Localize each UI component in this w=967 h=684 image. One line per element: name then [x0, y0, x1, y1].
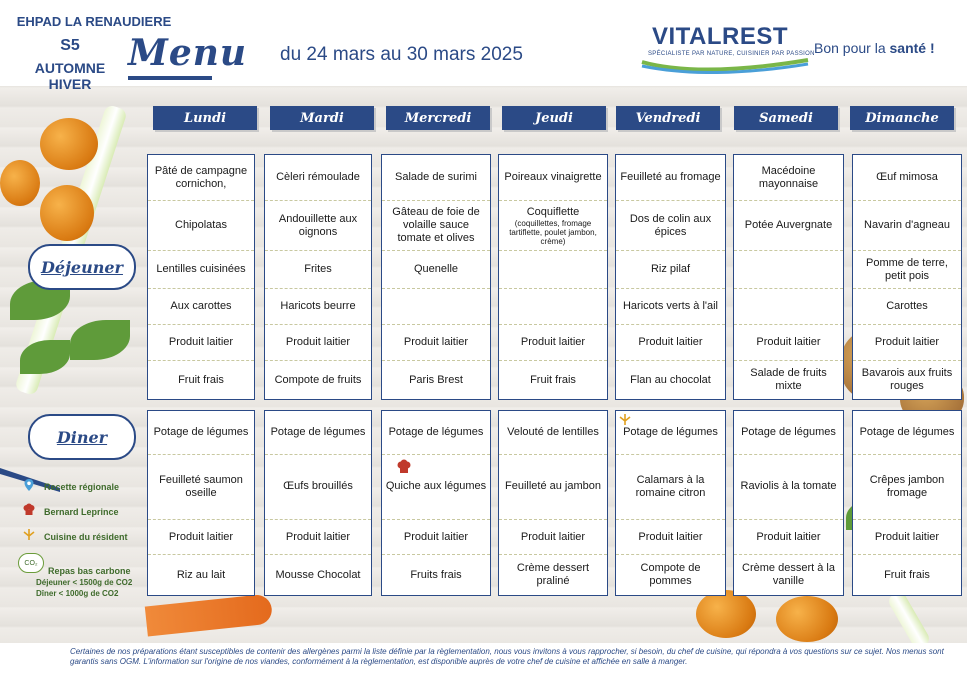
- dinner-column-vendredi: [615, 410, 726, 596]
- menu-item: Dos de colin aux épices: [616, 201, 725, 251]
- menu-item: Fruit frais: [178, 373, 224, 386]
- menu-item: Poireaux vinaigrette: [499, 155, 607, 201]
- dinner-column-lundi: [147, 410, 255, 596]
- menu-item: Mousse Chocolat: [275, 568, 361, 581]
- menu-item: Produit laitier: [616, 520, 725, 556]
- menu-item-name: Coquiflette: [526, 205, 580, 218]
- chef-hat-icon: [22, 503, 36, 517]
- menu-item: Produit laitier: [382, 520, 490, 556]
- day-header-samedi: Samedi: [734, 106, 838, 130]
- menu-item: Velouté de lentilles: [499, 411, 607, 455]
- menu-item: [734, 289, 843, 325]
- menu-item: [382, 455, 490, 520]
- lunch-column-dimanche: [852, 154, 962, 400]
- onion-illustration: [696, 590, 756, 638]
- day-header-mardi: Mardi: [270, 106, 374, 130]
- lunch-column-mardi: [264, 154, 372, 400]
- menu-item: Macédoine mayonnaise: [734, 155, 843, 201]
- menu-item: Pâté de campagne cornichon,: [148, 155, 254, 201]
- menu-item: Lentilles cuisinées: [148, 251, 254, 289]
- resident-cuisine-icon: [22, 528, 36, 542]
- establishment-name: EHPAD LA RENAUDIERE: [16, 14, 172, 29]
- brand-logo: VITALREST: [652, 23, 789, 50]
- dinner-column-mercredi: [381, 410, 491, 596]
- co2-cloud-icon: [18, 553, 44, 573]
- menu-item: Œuf mimosa: [853, 155, 961, 201]
- date-range: du 24 mars au 30 mars 2025: [280, 44, 523, 65]
- day-header-vendredi: Vendredi: [616, 106, 720, 130]
- menu-item-name: Potage de légumes: [623, 425, 718, 438]
- menu-item: Crêpes jambon fromage: [853, 455, 961, 520]
- menu-item-coquiflette: [499, 201, 607, 251]
- menu-item: Potage de légumes: [734, 411, 843, 455]
- lunch-label: Déjeuner: [28, 244, 136, 290]
- day-header-dimanche: Dimanche: [850, 106, 954, 130]
- menu-item: Cèleri rémoulade: [265, 155, 371, 201]
- menu-item: Œufs brouillés: [265, 455, 371, 520]
- menu-item: Produit laitier: [616, 325, 725, 361]
- season-label: AUTOMNE HIVER: [34, 60, 106, 92]
- lunch-column-vendredi: [615, 154, 726, 400]
- title-underline: [128, 76, 212, 80]
- menu-item: Produit laitier: [265, 325, 371, 361]
- menu-item: Haricots verts à l'ail: [616, 289, 725, 325]
- onion-illustration: [0, 160, 40, 206]
- chef-hat-icon: [396, 459, 412, 475]
- menu-item: [616, 411, 725, 455]
- slogan-bold: santé !: [889, 40, 935, 56]
- menu-item: Carottes: [853, 289, 961, 325]
- menu-item: Fruits frais: [410, 568, 462, 581]
- dinner-label: Diner: [28, 414, 136, 460]
- dinner-column-mardi: [264, 410, 372, 596]
- menu-item: Pomme de terre, petit pois: [853, 251, 961, 289]
- menu-item: Produit laitier: [499, 520, 607, 556]
- menu-item: Aux carottes: [148, 289, 254, 325]
- menu-item: Salade de fruits mixte: [750, 367, 827, 392]
- menu-item: Feuilleté au jambon: [499, 455, 607, 520]
- brand-tagline: SPÉCIALISTE PAR NATURE, CUISINIER PAR PASSION: [648, 51, 815, 57]
- legend-carbon-dinner: Dîner < 1000g de CO2: [36, 589, 119, 598]
- menu-item: Potage de légumes: [382, 411, 490, 455]
- menu-item: Andouillette aux oignons: [265, 201, 371, 251]
- menu-item: [499, 289, 607, 325]
- menu-item: Fruit frais: [530, 373, 576, 386]
- menu-item: Chipolatas: [148, 201, 254, 251]
- lunch-column-lundi: [147, 154, 255, 400]
- resident-cuisine-icon: [618, 413, 632, 427]
- menu-item: Calamars à la romaine citron: [616, 455, 725, 520]
- menu-item: Riz au lait: [176, 568, 226, 581]
- menu-item-name: Quiche aux légumes: [385, 480, 487, 493]
- day-header-jeudi: Jeudi: [502, 106, 606, 130]
- allergen-disclaimer: Certaines de nos préparations étant susceptibles de contenir des allergènes parmi la liste définie par la règlementation, nous vous invitons à vous rapprocher, si besoin, du chef de cuisine, qui répondra à vos questions sur ce sujet. Nos menus sont garantis sans OGM. L'information sur l'origine de nos viandes, conformément à la règlementation, est disponible auprès de votre chef de cuisine et affichée en salle à manger.: [70, 647, 944, 666]
- lunch-column-jeudi: [498, 154, 608, 400]
- menu-item: Produit laitier: [853, 325, 961, 361]
- menu-item: Produit laitier: [265, 520, 371, 556]
- slogan-text: Bon pour la: [814, 40, 890, 56]
- onion-illustration: [776, 596, 838, 642]
- location-pin-icon: [22, 478, 36, 492]
- dinner-column-dimanche: [852, 410, 962, 596]
- menu-item: Crème dessert praliné: [516, 562, 590, 588]
- menu-item: Flan au chocolat: [630, 373, 711, 386]
- onion-illustration: [40, 185, 94, 241]
- menu-item: Compote de pommes: [640, 562, 701, 588]
- menu-item: Fruit frais: [884, 568, 930, 581]
- legend-resident: Cuisine du résident: [44, 532, 128, 542]
- dinner-column-jeudi: [498, 410, 608, 596]
- menu-item: Gâteau de foie de volaille sauce tomate et olives: [382, 201, 490, 251]
- menu-item: Potage de légumes: [148, 411, 254, 455]
- menu-item: Potage de légumes: [853, 411, 961, 455]
- menu-item: Frites: [265, 251, 371, 289]
- menu-item: Produit laitier: [734, 325, 843, 361]
- menu-item: Produit laitier: [148, 520, 254, 556]
- menu-item: Produit laitier: [382, 325, 490, 361]
- onion-illustration: [40, 118, 98, 170]
- menu-item: Compote de fruits: [274, 373, 362, 386]
- menu-item: [382, 289, 490, 325]
- menu-item: Paris Brest: [409, 373, 463, 386]
- menu-item: Produit laitier: [734, 520, 843, 556]
- dinner-column-samedi: [733, 410, 844, 596]
- legend-carbon-values: [36, 577, 132, 599]
- legend-carbon-title: Repas bas carbone: [48, 566, 131, 576]
- menu-item: Produit laitier: [853, 520, 961, 556]
- menu-item: Raviolis à la tomate: [734, 455, 843, 520]
- co2-badge-text: CO₂: [24, 559, 38, 567]
- day-header-mercredi: Mercredi: [386, 106, 490, 130]
- menu-item-detail: (coquillettes, fromage tartiflette, poulet jambon, crème): [509, 218, 597, 246]
- slogan: [814, 40, 935, 56]
- menu-item: Produit laitier: [148, 325, 254, 361]
- lunch-column-mercredi: [381, 154, 491, 400]
- menu-item: Bavarois aux fruits rouges: [861, 367, 953, 392]
- menu-item: Navarin d'agneau: [853, 201, 961, 251]
- legend-chef: Bernard Leprince: [44, 507, 119, 517]
- menu-item: Riz pilaf: [616, 251, 725, 289]
- menu-item: Produit laitier: [499, 325, 607, 361]
- menu-item: Crème dessert à la vanille: [742, 562, 835, 588]
- menu-item: Quenelle: [382, 251, 490, 289]
- menu-item: Feuilleté saumon oseille: [148, 455, 254, 520]
- menu-item: [734, 251, 843, 289]
- legend-carbon-lunch: Déjeuner < 1500g de CO2: [36, 578, 133, 587]
- page-title: Menu: [128, 32, 248, 74]
- lunch-column-samedi: [733, 154, 844, 400]
- menu-item: Potée Auvergnate: [734, 201, 843, 251]
- legend-regional: Recette régionale: [44, 482, 120, 492]
- menu-item: Haricots beurre: [265, 289, 371, 325]
- menu-item: Salade de surimi: [382, 155, 490, 201]
- menu-item: Feuilleté au fromage: [616, 155, 725, 201]
- week-label: S5: [60, 37, 80, 54]
- menu-item: Potage de légumes: [265, 411, 371, 455]
- day-header-lundi: Lundi: [153, 106, 257, 130]
- menu-item: [499, 251, 607, 289]
